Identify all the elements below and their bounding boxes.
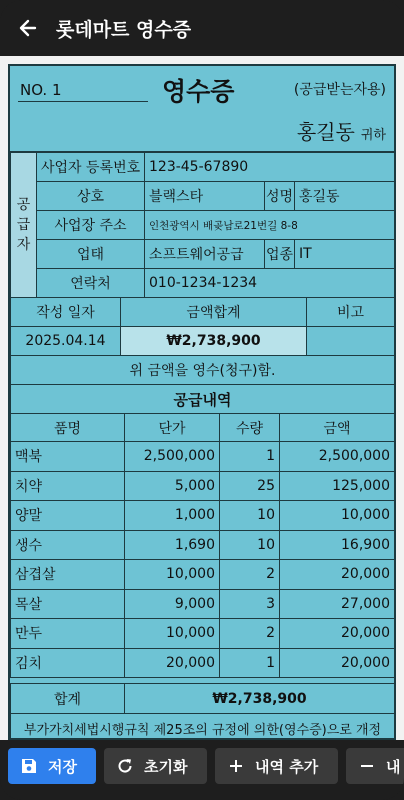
business-category-label: 업종: [265, 240, 295, 269]
content-area: [0, 56, 404, 740]
item-quantity[interactable]: 25: [220, 471, 280, 501]
business-name-label: 상호: [37, 182, 145, 211]
table-row: [11, 442, 395, 472]
column-header: 단가: [125, 414, 220, 442]
table-row: [11, 648, 395, 678]
save-button-label: 저장: [48, 757, 77, 776]
items-header-row: [11, 414, 395, 442]
footnote: 부가가치세법시행규칙 제25조의 규정에 의한(영수증)으로 개정: [11, 714, 395, 741]
reg-no-label: 사업자 등록번호: [37, 153, 145, 182]
item-amount[interactable]: 16,900: [280, 530, 395, 560]
items-table: [10, 413, 395, 678]
refresh-icon: [116, 757, 134, 775]
note-label: 비고: [307, 298, 395, 327]
date-label: 작성 일자: [11, 298, 121, 327]
item-amount[interactable]: 125,000: [280, 471, 395, 501]
contact-value[interactable]: 010-1234-1234: [145, 269, 395, 298]
item-amount[interactable]: 2,500,000: [280, 442, 395, 472]
grand-total-value: ₩2,738,900: [125, 684, 395, 714]
item-amount[interactable]: 20,000: [280, 619, 395, 649]
client-name: [297, 116, 386, 145]
item-unit-price[interactable]: 1,000: [125, 501, 220, 531]
app-bar: [0, 0, 404, 56]
item-quantity[interactable]: 1: [220, 442, 280, 472]
total-value: ₩2,738,900: [121, 327, 307, 356]
reg-no-value[interactable]: 123-45-67890: [145, 153, 395, 182]
item-name[interactable]: 맥북: [11, 442, 125, 472]
details-title: 공급내역: [11, 385, 395, 414]
item-name[interactable]: 목살: [11, 589, 125, 619]
item-name[interactable]: 양말: [11, 501, 125, 531]
table-row: [11, 471, 395, 501]
contact-label: 연락처: [37, 269, 145, 298]
receipt-number: NO. 1: [18, 78, 148, 102]
client-name-value: 홍길동: [296, 120, 355, 144]
item-name[interactable]: 치약: [11, 471, 125, 501]
client-suffix: 귀하: [360, 128, 386, 143]
column-header: 수량: [220, 414, 280, 442]
grand-total-label: 합계: [11, 684, 125, 714]
total-label: 금액합계: [121, 298, 307, 327]
business-category-value[interactable]: IT: [295, 240, 395, 269]
summary-table: [10, 297, 395, 414]
item-name[interactable]: 김치: [11, 648, 125, 678]
item-amount[interactable]: 10,000: [280, 501, 395, 531]
save-button[interactable]: [8, 748, 96, 784]
item-unit-price[interactable]: 10,000: [125, 560, 220, 590]
page-title: 롯데마트 영수증: [56, 18, 192, 41]
item-quantity[interactable]: 10: [220, 530, 280, 560]
reset-button[interactable]: [104, 748, 207, 784]
table-row: [11, 619, 395, 649]
receipt-title: 영수증: [162, 77, 235, 106]
item-name[interactable]: 삼겹살: [11, 560, 125, 590]
business-type-label: 업태: [37, 240, 145, 269]
note-value[interactable]: [307, 327, 395, 356]
column-header: 금액: [280, 414, 395, 442]
business-name-value[interactable]: 블랙스타: [145, 182, 265, 211]
date-value[interactable]: 2025.04.14: [11, 327, 121, 356]
remove-item-button[interactable]: [346, 748, 404, 784]
item-amount[interactable]: 20,000: [280, 560, 395, 590]
item-unit-price[interactable]: 1,690: [125, 530, 220, 560]
item-unit-price[interactable]: 10,000: [125, 619, 220, 649]
address-label: 사업장 주소: [37, 211, 145, 240]
column-header: 품명: [11, 414, 125, 442]
item-amount[interactable]: 27,000: [280, 589, 395, 619]
address-value[interactable]: 인천광역시 배곶남로21번길 8-8: [145, 211, 395, 240]
supplier-table: [10, 152, 395, 298]
receipt-header: [10, 66, 394, 152]
plus-icon: [227, 757, 245, 775]
total-table: [10, 683, 395, 740]
item-quantity[interactable]: 1: [220, 648, 280, 678]
owner-value[interactable]: 홍길동: [295, 182, 395, 211]
add-item-button[interactable]: [215, 748, 338, 784]
bottom-toolbar: [0, 740, 404, 800]
item-unit-price[interactable]: 20,000: [125, 648, 220, 678]
table-row: [11, 560, 395, 590]
item-unit-price[interactable]: 2,500,000: [125, 442, 220, 472]
item-name[interactable]: 만두: [11, 619, 125, 649]
table-row: [11, 530, 395, 560]
item-name[interactable]: 생수: [11, 530, 125, 560]
owner-label: 성명: [265, 182, 295, 211]
item-quantity[interactable]: 10: [220, 501, 280, 531]
table-row: [11, 501, 395, 531]
business-type-value[interactable]: 소프트웨어공급: [145, 240, 265, 269]
receipt-subtitle: (공급받는자용): [293, 82, 386, 98]
remove-item-button-label: 내: [386, 757, 401, 776]
reset-button-label: 초기화: [144, 757, 188, 776]
item-unit-price[interactable]: 9,000: [125, 589, 220, 619]
statement: 위 금액을 영수(청구)함.: [11, 356, 395, 385]
item-amount[interactable]: 20,000: [280, 648, 395, 678]
item-unit-price[interactable]: 5,000: [125, 471, 220, 501]
table-row: [11, 589, 395, 619]
supplier-side-label: 공 급 자: [11, 153, 37, 298]
receipt: [8, 64, 396, 740]
save-icon: [20, 757, 38, 775]
item-quantity[interactable]: 2: [220, 619, 280, 649]
back-arrow-icon[interactable]: [0, 0, 56, 56]
add-item-button-label: 내역 추가: [255, 757, 319, 776]
item-quantity[interactable]: 2: [220, 560, 280, 590]
item-quantity[interactable]: 3: [220, 589, 280, 619]
minus-icon: [358, 757, 376, 775]
